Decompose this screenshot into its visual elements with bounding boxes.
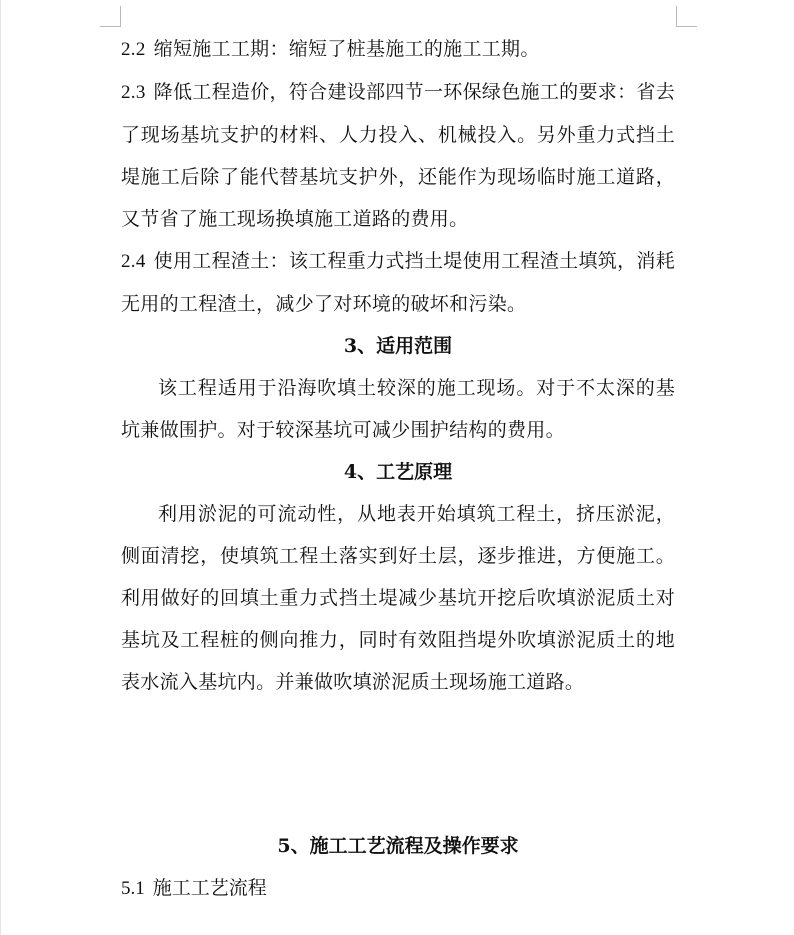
- heading-process-principle: 4、工艺原理: [343, 461, 453, 483]
- paragraph-applicable-scope: 该工程适用于沿海吹填土较深的施工现场。对于不太深的基坑兼做围护。对于较深基坑可减少围护结构的费用。: [121, 377, 675, 441]
- document-body: [121, 28, 675, 910]
- paragraph-process-principle: 利用淤泥的可流动性，从地表开始填筑工程土，挤压淤泥，侧面清挖，使填筑工程土落实到好土层，逐步推进，方便施工。利用做好的回填土重力式挡土堤减少基坑开挖后吹填淤泥质土对基坑及工程桩的侧向推力，同时有效阻挡堤外吹填淤泥质土的地表水流入基坑内。并兼做吹填淤泥质土现场施工道路。: [121, 503, 675, 693]
- paragraph-2-3-text: 降低工程造价，符合建设部四节一环保绿色施工的要求：省去了现场基坑支护的材料、人力投入、机械投入。另外重力式挡土堤施工后除了能代替基坑支护外，还能作为现场临时施工道路，又节省了施工现场换填施工道路的费用。: [121, 81, 675, 230]
- subheading-5-1-text: 施工工艺流程: [152, 877, 267, 899]
- section-number-2-2: 2.2: [121, 39, 146, 60]
- section-number-2-3: 2.3: [121, 82, 146, 103]
- section-number-5-1: 5.1: [121, 878, 145, 899]
- crop-mark-top-left: [100, 6, 121, 27]
- paragraph-2-3: [121, 71, 675, 240]
- paragraph-2-2: [121, 28, 675, 71]
- paragraph-2-4-text: 使用工程渣土：该工程重力式挡土堤使用工程渣土填筑，消耗无用的工程渣土，减少了对环境的破坏和污染。: [121, 250, 675, 315]
- paragraph-2-4: [121, 240, 675, 325]
- subheading-5-1: [121, 867, 675, 910]
- heading-construction-process: 5、施工工艺流程及操作要求: [277, 835, 519, 857]
- section-number-2-4: 2.4: [121, 251, 146, 272]
- page-edge: [0, 0, 1, 935]
- crop-mark-top-right: [676, 6, 697, 27]
- heading-applicable-scope: 3、适用范围: [343, 335, 453, 357]
- paragraph-2-2-text: 缩短施工工期：缩短了桩基施工的施工工期。: [153, 38, 540, 60]
